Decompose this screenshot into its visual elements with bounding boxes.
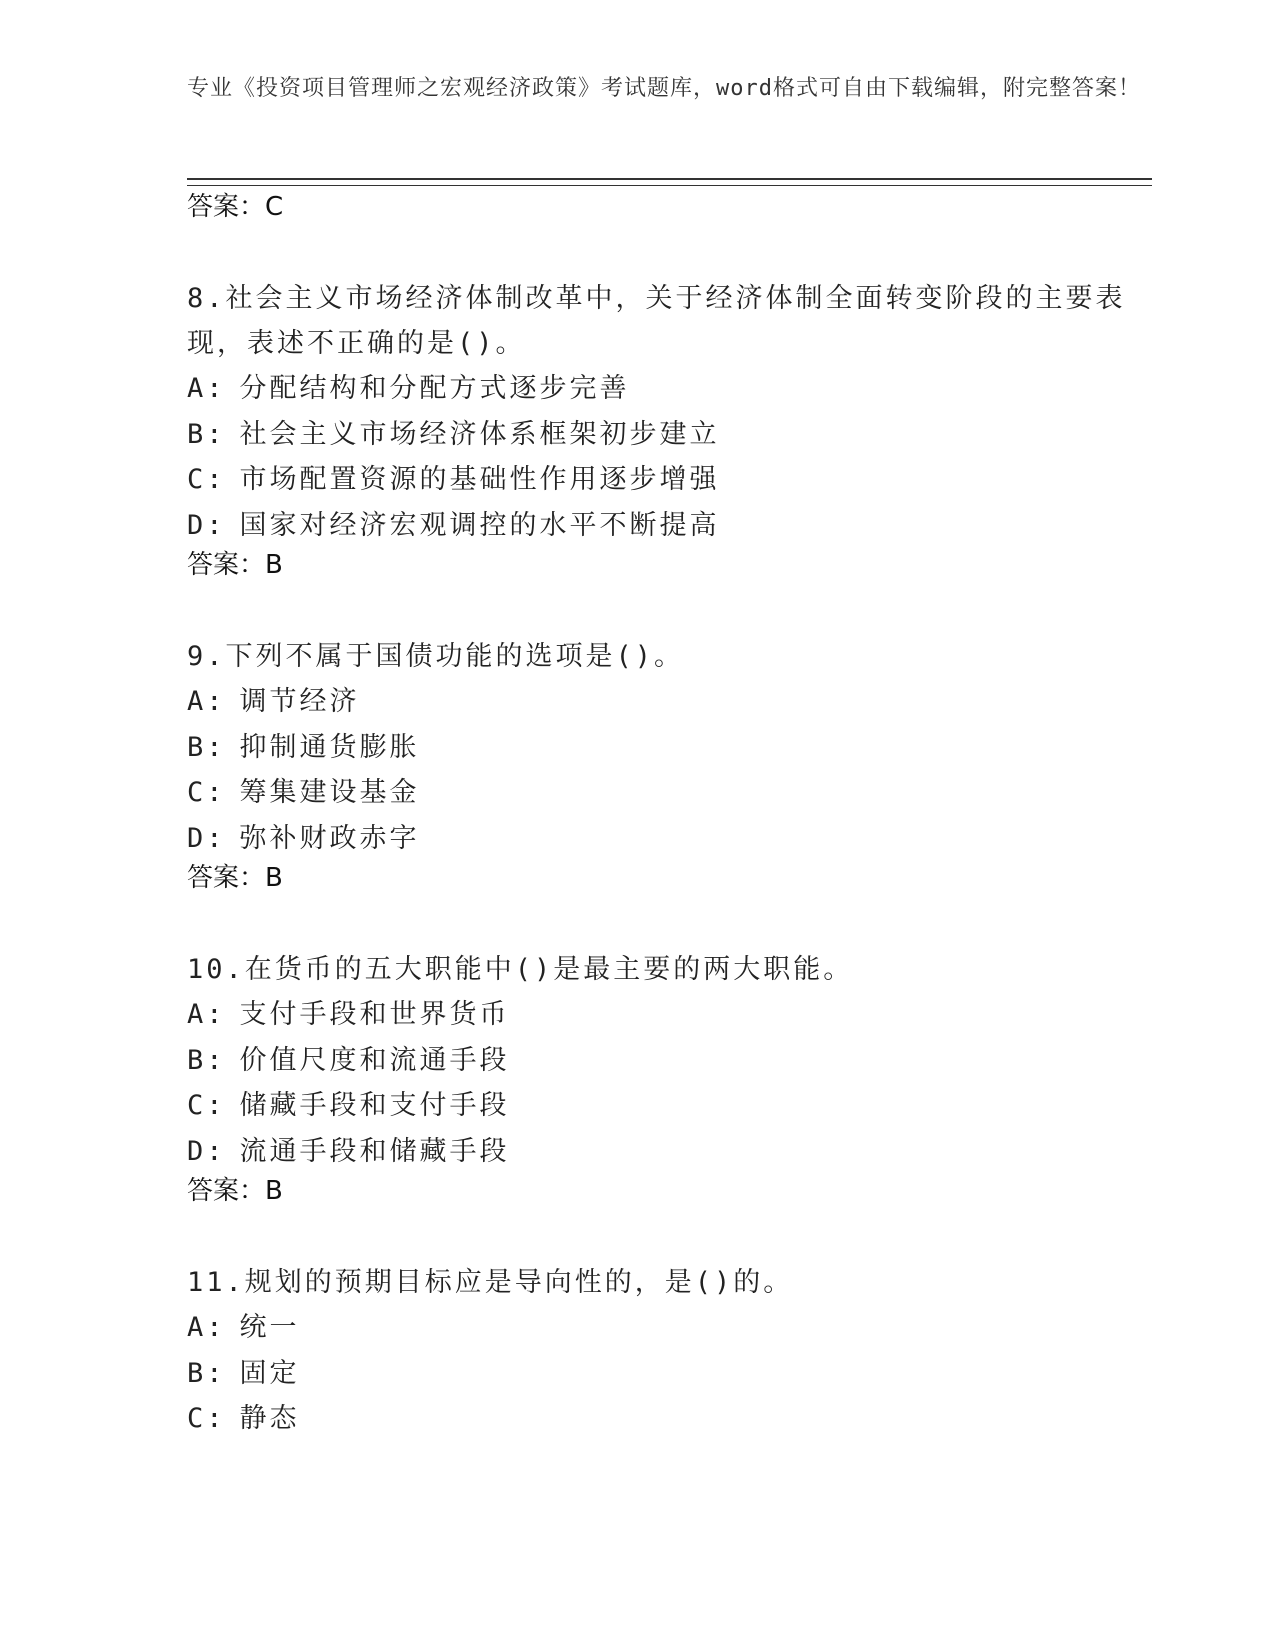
option-line [187, 457, 1157, 503]
option-text: 抑制通货膨胀 [239, 731, 420, 763]
option-key: A: [187, 1312, 226, 1343]
option-key: A: [187, 999, 226, 1030]
answer-line: 答案：B [187, 550, 283, 580]
option-key: B: [187, 1044, 226, 1076]
header-divider [187, 178, 1152, 186]
option-key: C: [187, 1090, 226, 1121]
option-key: B: [187, 731, 226, 763]
option-text: 价值尺度和流通手段 [239, 1044, 510, 1076]
page-header-description: 专业《投资项目管理师之宏观经济政策》考试题库，word格式可自由下载编辑，附完整答案！ [187, 76, 1141, 101]
option-text: 分配结构和分配方式逐步完善 [239, 373, 630, 404]
option-line [187, 1129, 1157, 1175]
option-line [187, 366, 1157, 412]
option-text: 国家对经济宏观调控的水平不断提高 [239, 509, 720, 541]
option-key: A: [187, 686, 226, 717]
option-text: 筹集建设基金 [239, 777, 420, 808]
option-line [187, 503, 1157, 549]
question-item [187, 634, 1157, 895]
question-item [187, 276, 1157, 582]
answer-line: 答案：B [187, 863, 283, 893]
question-item [187, 947, 1157, 1208]
option-text: 统一 [239, 1312, 300, 1343]
option-text: 市场配置资源的基础性作用逐步增强 [239, 464, 720, 495]
option-line [187, 1305, 1157, 1351]
option-key: B: [187, 1357, 226, 1389]
option-line [187, 1038, 1157, 1084]
option-text: 流通手段和储藏手段 [239, 1135, 510, 1167]
option-text: 储藏手段和支付手段 [239, 1090, 510, 1121]
option-line [187, 725, 1157, 771]
option-text: 静态 [239, 1403, 300, 1434]
question-stem: 10.在货币的五大职能中()是最主要的两大职能。 [187, 954, 854, 985]
question-list [187, 190, 1157, 1442]
option-key: C: [187, 1403, 226, 1434]
question-item [187, 1260, 1157, 1442]
question-stem: 9.下列不属于国债功能的选项是()。 [187, 641, 685, 672]
option-line [187, 992, 1157, 1038]
question-stem: 11.规划的预期目标应是导向性的，是()的。 [187, 1267, 794, 1298]
option-line [187, 1083, 1157, 1129]
option-key: C: [187, 464, 226, 495]
option-key: C: [187, 777, 226, 808]
answer-line: 答案：B [187, 1176, 283, 1206]
option-text: 固定 [239, 1357, 300, 1389]
option-line [187, 412, 1157, 458]
option-line [187, 816, 1157, 862]
option-key: D: [187, 509, 226, 541]
option-key: B: [187, 418, 226, 450]
option-key: A: [187, 373, 226, 404]
option-line [187, 770, 1157, 816]
option-key: D: [187, 822, 226, 854]
option-key: D: [187, 1135, 226, 1167]
answer-line: 答案：C [187, 192, 284, 222]
option-line [187, 1396, 1157, 1442]
option-line [187, 1351, 1157, 1397]
option-text: 支付手段和世界货币 [239, 999, 510, 1030]
option-text: 社会主义市场经济体系框架初步建立 [239, 418, 720, 450]
option-text: 调节经济 [239, 686, 360, 717]
option-text: 弥补财政赤字 [239, 822, 420, 854]
question-stem: 8.社会主义市场经济体制改革中，关于经济体制全面转变阶段的主要表现，表述不正确的是()。 [187, 283, 1126, 359]
option-line [187, 679, 1157, 725]
